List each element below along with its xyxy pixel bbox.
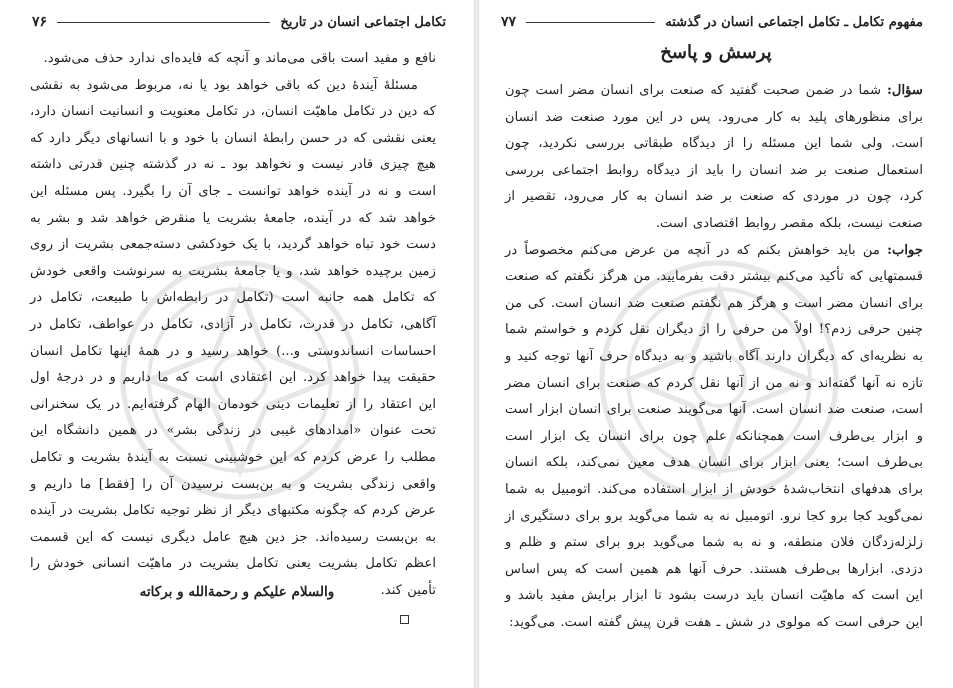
running-header <box>501 10 923 34</box>
question-label: سؤال: <box>887 83 923 98</box>
running-title: تکامل اجتماعی انسان در تاریخ <box>280 14 446 30</box>
paragraph: نافع و مفید است باقی می‌ماند و آنچه که فایده‌ای ندارد حذف می‌شود. <box>43 51 436 66</box>
running-title: مفهوم تکامل ـ تکامل اجتماعی انسان در گذشته <box>665 14 923 30</box>
question-paragraph <box>505 78 923 238</box>
answer-label: جواب: <box>887 242 924 258</box>
paragraph: مسئلهٔ آیندهٔ دین که باقی خواهد بود یا نه، مربوط می‌شود به نقشی که دین در تکامل ماهیّت انسان، در تکامل معنویت و انسانیت انسان دارد، یعنی نقشی که در حسن رابطهٔ انسان با خود و با انسانهای دیگر دارد که هیچ چیزی قادر نیست و نخواهد بود ـ نه در گذشته چنین قدرتی داشته است و نه در آینده خواهد توانست ـ جای آن را بگیرد. پس مسئله این خواهد شد که در آینده، جامعهٔ بشریت یا منقرض خواهد شد و بشر به دست خود تباه خواهد گردید، با یک خودکشی دسته‌جمعی بشریت از روی زمین برچیده خواهد شد، و یا جامعهٔ بشریت به سرنوشت واقعی خودش که تکامل همه جانبه است (تکامل در رابطه‌اش با طبیعت، تکامل در آگاهی، تکامل در قدرت، تکامل در آزادی، تکامل در عواطف، تکامل در احساسات انساندوستی و...) خواهد رسید و در همهٔ اینها تکامل انسان حقیقت پیدا خواهد کرد. این اعتقادی است که ما داریم و در درجهٔ اول این اعتقاد را از تعلیمات دینی خودمان الهام گرفته‌ایم. در یک سخنرانی تحت عنوان «امدادهای غیبی در زندگی بشر» در همین دانشگاه این مطلب را عرض کردم که این خوشبینی نسبت به آیندهٔ بشریت و تکامل واقعی زندگی بشریت و به بن‌بست نرسیدن آن را [فقط] ما داریم و عرض کردم که چگونه مکتبهای دیگر از نظر توجیه تکامل بشریت در آینده به بن‌بست رسیده‌اند. جز دین هیچ عامل دیگری نیست که این قسمت اعظم تکامل بشریت یعنی تکامل بشریت در ماهیّت انسانی خودش را تأمین کند. <box>30 77 436 598</box>
closing-salutation: والسلام علیکم و رحمةالله و برکاته <box>139 584 335 600</box>
running-header <box>32 10 446 34</box>
body-text <box>30 46 436 604</box>
page-number: ۷۶ <box>32 14 48 30</box>
end-of-section-icon <box>400 615 409 624</box>
section-title: پرسش و پاسخ <box>660 42 772 63</box>
header-rule <box>526 22 655 23</box>
answer-text: من باید خواهش بکنم که در آنچه من عرض می‌کنم مخصوصاً در قسمتهایی که تأکید می‌کنم بیشتر دقت بفرمایید. من هرگز نگفتم که صنعت برای انسان مضر است و هرگز هم نگفتم صنعت ضد انسان است. کی من چنین حرفی زدم؟! اولاً من حرفی را از دیگران نقل کردم و خواستم شما به نظریه‌ای که دیگران دارند آگاه باشید و به دیدگاه حرف آنها توجه کنید و تازه نه آنها گفته‌اند و نه من از آنها نقل کردم که صنعت برای انسان مضر است، صنعت ضد انسان است. آنها می‌گویند صنعت برای انسان ابزار است و ابزار بی‌طرف است همچنانکه علم چون برای انسان یک ابزار است بی‌طرف است؛ یعنی ابزار برای انسان هدف معین نمی‌کند، بلکه انسان برای هدفهای انتخاب‌شدهٔ خودش از ابزار استفاده می‌کند. اتومبیل به شما نمی‌گوید کجا برو کجا نرو. اتومبیل نه به شما می‌گوید برو برای دستگیری از زلزله‌زدگان فلان منطقه، و نه به شما می‌گوید برو برای ستم و ظلم و دزدی. ابزارها بی‌طرف هستند. حرف آنها هم همین است که پس اساس این است که ماهیّت انسان باید درست بشود تا ابزار برایش مفید باشد و این حرفی است که مولوی در شش ـ هفت قرن پیش گفته است. می‌گوید: <box>505 242 923 630</box>
page-number: ۷۷ <box>501 14 517 30</box>
left-page <box>0 0 474 688</box>
right-page <box>479 0 953 688</box>
header-rule <box>57 22 270 23</box>
answer-paragraph <box>505 238 923 637</box>
body-text <box>505 78 923 636</box>
question-text: شما در ضمن صحبت گفتید که صنعت برای انسان مضر است چون برای منظورهای پلید به کار می‌رود. پس در این مورد صنعت ضد انسان است. ولی شما این مسئله را از دیدگاه طبقاتی بررسی نکردید، چون استعمال صنعت بر ضد انسان را باید از دیدگاه روابط اجتماعی بررسی کرد، چون در موردی که صنعت بر ضد انسان به کار می‌رود، تقصیر از صنعت نیست، بلکه مقصر روابط اقتصادی است. <box>505 83 923 231</box>
